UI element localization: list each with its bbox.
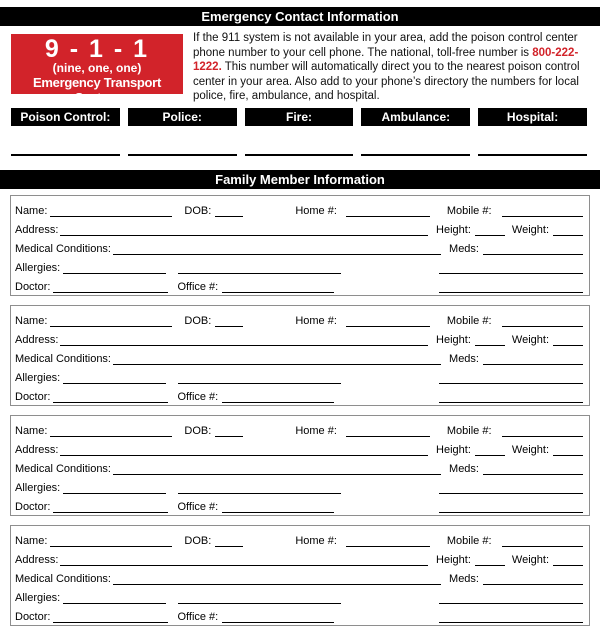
name-label: Name: bbox=[15, 204, 48, 217]
row-doctor-office bbox=[15, 276, 583, 295]
mobile-phone-label: Mobile #: bbox=[446, 424, 492, 437]
height-blank-line bbox=[475, 554, 505, 566]
name-label: Name: bbox=[15, 424, 48, 437]
poison-control-blank-line bbox=[11, 154, 120, 156]
meds-extra-blank-line-1 bbox=[439, 262, 583, 274]
poison-control-phone-number: 800-222-1222. bbox=[193, 46, 579, 74]
dob-label: DOB: bbox=[184, 314, 212, 327]
911-system-label: Emergency Transport System bbox=[33, 75, 161, 105]
medical-conditions-label: Medical Conditions: bbox=[15, 242, 111, 255]
dob-blank-line bbox=[215, 205, 243, 217]
allergies-label: Allergies: bbox=[15, 481, 61, 494]
office-phone-label: Office #: bbox=[177, 610, 219, 623]
mobile-phone-blank-line bbox=[502, 205, 583, 217]
dob-blank-line bbox=[215, 535, 243, 547]
name-label: Name: bbox=[15, 534, 48, 547]
height-label: Height: bbox=[436, 553, 471, 566]
family-section-title: Family Member Information bbox=[0, 170, 600, 189]
contact-label-police: Police: bbox=[128, 108, 237, 126]
row-doctor-office bbox=[15, 386, 583, 405]
fire-blank-line bbox=[245, 154, 354, 156]
height-label: Height: bbox=[436, 333, 471, 346]
allergies-label: Allergies: bbox=[15, 591, 61, 604]
meds-extra-blank-line-2 bbox=[439, 611, 583, 623]
meds-label: Meds: bbox=[449, 572, 479, 585]
911-number: 9 - 1 - 1 bbox=[44, 35, 150, 63]
meds-extra-blank-line-1 bbox=[439, 372, 583, 384]
contact-label-ambulance: Ambulance: bbox=[361, 108, 470, 126]
allergies-extra-blank-line bbox=[178, 592, 341, 604]
row-name-dob-phones bbox=[15, 420, 583, 439]
allergies-extra-blank-line bbox=[178, 372, 341, 384]
allergies-label: Allergies: bbox=[15, 261, 61, 274]
intro-section bbox=[11, 34, 587, 104]
office-phone-blank-line bbox=[222, 501, 334, 513]
row-medical-meds bbox=[15, 568, 583, 587]
home-phone-label: Home #: bbox=[295, 424, 337, 437]
weight-label: Weight: bbox=[511, 553, 549, 566]
row-medical-meds bbox=[15, 238, 583, 257]
allergies-blank-line bbox=[63, 262, 166, 274]
allergies-extra-blank-line bbox=[178, 262, 341, 274]
intro-text-before: If the 911 system is not available in your area, add the poison control center phone number to your cell phone. The national, toll-free number is bbox=[193, 32, 578, 59]
row-medical-meds bbox=[15, 348, 583, 367]
home-phone-blank-line bbox=[346, 205, 430, 217]
address-blank-line bbox=[60, 444, 428, 456]
row-allergies bbox=[15, 587, 583, 606]
911-pronunciation: (nine, one, one) bbox=[52, 61, 142, 75]
row-address-height-weight bbox=[15, 219, 583, 238]
dob-blank-line bbox=[215, 425, 243, 437]
medical-conditions-blank-line bbox=[113, 353, 441, 365]
allergies-blank-line bbox=[63, 592, 166, 604]
911-emergency-box bbox=[11, 34, 183, 105]
medical-conditions-blank-line bbox=[113, 463, 441, 475]
allergies-extra-blank-line bbox=[178, 482, 341, 494]
address-label: Address: bbox=[15, 223, 59, 236]
name-label: Name: bbox=[15, 314, 48, 327]
meds-label: Meds: bbox=[449, 352, 479, 365]
page-title: Emergency Contact Information bbox=[0, 7, 600, 26]
ambulance-blank-line bbox=[361, 154, 470, 156]
meds-blank-line bbox=[483, 463, 583, 475]
row-doctor-office bbox=[15, 496, 583, 515]
mobile-phone-blank-line bbox=[502, 425, 583, 437]
family-member-box bbox=[10, 525, 590, 626]
office-phone-blank-line bbox=[222, 281, 334, 293]
office-phone-label: Office #: bbox=[177, 280, 219, 293]
address-label: Address: bbox=[15, 553, 59, 566]
address-blank-line bbox=[60, 554, 428, 566]
row-name-dob-phones bbox=[15, 200, 583, 219]
address-blank-line bbox=[60, 224, 428, 236]
mobile-phone-label: Mobile #: bbox=[446, 314, 492, 327]
intro-paragraph bbox=[193, 31, 587, 104]
police-blank-line bbox=[128, 154, 237, 156]
name-blank-line bbox=[50, 205, 172, 217]
mobile-phone-label: Mobile #: bbox=[446, 534, 492, 547]
weight-label: Weight: bbox=[511, 333, 549, 346]
doctor-blank-line bbox=[53, 501, 168, 513]
contact-label-fire: Fire: bbox=[245, 108, 354, 126]
doctor-blank-line bbox=[53, 281, 168, 293]
emergency-contacts-labels bbox=[11, 108, 587, 126]
family-member-box bbox=[10, 305, 590, 406]
weight-blank-line bbox=[553, 444, 583, 456]
home-phone-label: Home #: bbox=[295, 314, 337, 327]
office-phone-blank-line bbox=[222, 611, 334, 623]
dob-label: DOB: bbox=[184, 534, 212, 547]
medical-conditions-label: Medical Conditions: bbox=[15, 352, 111, 365]
family-member-box bbox=[10, 195, 590, 296]
home-phone-label: Home #: bbox=[295, 534, 337, 547]
row-allergies bbox=[15, 367, 583, 386]
office-phone-blank-line bbox=[222, 391, 334, 403]
height-label: Height: bbox=[436, 443, 471, 456]
medical-conditions-blank-line bbox=[113, 243, 441, 255]
doctor-label: Doctor: bbox=[15, 500, 51, 513]
hospital-blank-line bbox=[478, 154, 587, 156]
emergency-contacts-blanks bbox=[11, 154, 587, 156]
allergies-blank-line bbox=[63, 372, 166, 384]
home-phone-blank-line bbox=[346, 315, 430, 327]
allergies-blank-line bbox=[63, 482, 166, 494]
height-blank-line bbox=[475, 334, 505, 346]
doctor-blank-line bbox=[53, 611, 168, 623]
weight-label: Weight: bbox=[511, 223, 549, 236]
row-name-dob-phones bbox=[15, 530, 583, 549]
meds-blank-line bbox=[483, 353, 583, 365]
meds-label: Meds: bbox=[449, 462, 479, 475]
contact-label-hospital: Hospital: bbox=[478, 108, 587, 126]
contact-label-poison-control: Poison Control: bbox=[11, 108, 120, 126]
weight-label: Weight: bbox=[511, 443, 549, 456]
row-address-height-weight bbox=[15, 329, 583, 348]
meds-extra-blank-line-2 bbox=[439, 281, 583, 293]
doctor-label: Doctor: bbox=[15, 610, 51, 623]
medical-conditions-label: Medical Conditions: bbox=[15, 462, 111, 475]
dob-label: DOB: bbox=[184, 424, 212, 437]
height-blank-line bbox=[475, 444, 505, 456]
dob-label: DOB: bbox=[184, 204, 212, 217]
family-members-list bbox=[0, 195, 600, 626]
office-phone-label: Office #: bbox=[177, 390, 219, 403]
meds-extra-blank-line-1 bbox=[439, 592, 583, 604]
row-doctor-office bbox=[15, 606, 583, 625]
medical-conditions-label: Medical Conditions: bbox=[15, 572, 111, 585]
row-allergies bbox=[15, 477, 583, 496]
height-label: Height: bbox=[436, 223, 471, 236]
dob-blank-line bbox=[215, 315, 243, 327]
medical-conditions-blank-line bbox=[113, 573, 441, 585]
allergies-label: Allergies: bbox=[15, 371, 61, 384]
weight-blank-line bbox=[553, 554, 583, 566]
weight-blank-line bbox=[553, 334, 583, 346]
name-blank-line bbox=[50, 315, 172, 327]
doctor-label: Doctor: bbox=[15, 390, 51, 403]
row-allergies bbox=[15, 257, 583, 276]
meds-blank-line bbox=[483, 573, 583, 585]
doctor-label: Doctor: bbox=[15, 280, 51, 293]
meds-blank-line bbox=[483, 243, 583, 255]
address-label: Address: bbox=[15, 333, 59, 346]
weight-blank-line bbox=[553, 224, 583, 236]
row-name-dob-phones bbox=[15, 310, 583, 329]
meds-extra-blank-line-2 bbox=[439, 501, 583, 513]
mobile-phone-blank-line bbox=[502, 315, 583, 327]
mobile-phone-blank-line bbox=[502, 535, 583, 547]
meds-label: Meds: bbox=[449, 242, 479, 255]
row-address-height-weight bbox=[15, 439, 583, 458]
row-address-height-weight bbox=[15, 549, 583, 568]
name-blank-line bbox=[50, 535, 172, 547]
family-member-box bbox=[10, 415, 590, 516]
home-phone-label: Home #: bbox=[295, 204, 337, 217]
doctor-blank-line bbox=[53, 391, 168, 403]
height-blank-line bbox=[475, 224, 505, 236]
name-blank-line bbox=[50, 425, 172, 437]
office-phone-label: Office #: bbox=[177, 500, 219, 513]
mobile-phone-label: Mobile #: bbox=[446, 204, 492, 217]
meds-extra-blank-line-2 bbox=[439, 391, 583, 403]
home-phone-blank-line bbox=[346, 535, 430, 547]
row-medical-meds bbox=[15, 458, 583, 477]
address-blank-line bbox=[60, 334, 428, 346]
home-phone-blank-line bbox=[346, 425, 430, 437]
address-label: Address: bbox=[15, 443, 59, 456]
intro-text-after: This number will automatically direct you to the nearest poison control center in your area. Also add to your phone’s directory the numbers for local police, fire, ambulance, and hospital. bbox=[193, 61, 580, 103]
meds-extra-blank-line-1 bbox=[439, 482, 583, 494]
